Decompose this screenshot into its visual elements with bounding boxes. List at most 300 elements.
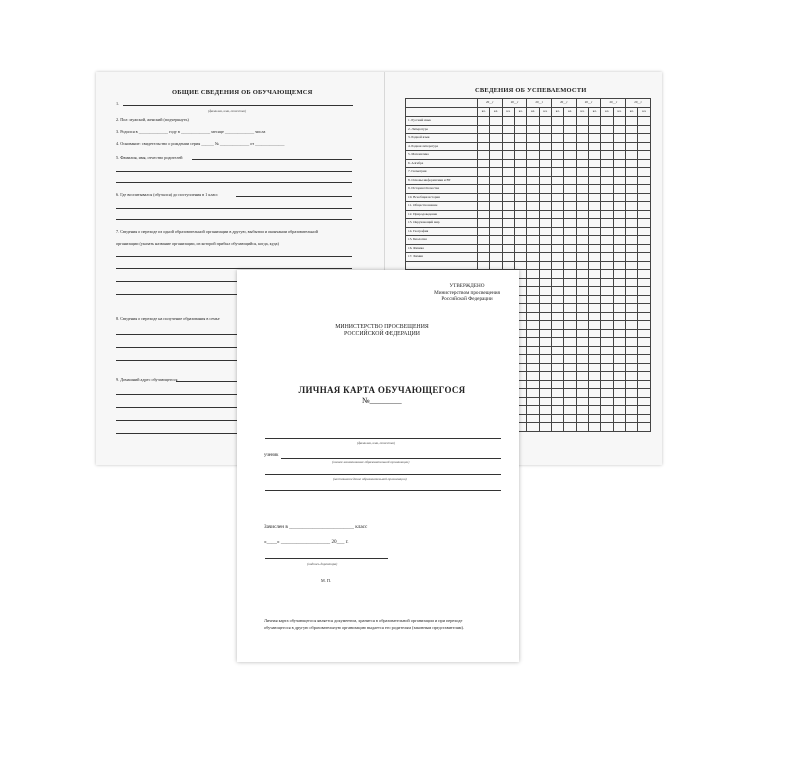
grade-cell [478, 236, 490, 245]
grade-cell [490, 134, 502, 143]
grade-cell [626, 372, 638, 381]
grade-cell [478, 244, 490, 253]
location-line [265, 490, 501, 491]
grade-cell [613, 270, 625, 279]
grade-cell [638, 389, 651, 398]
grade-cell [601, 278, 613, 287]
grade-cell [626, 185, 638, 194]
footer-line-1: Личная карта обучающегося является документом, хранится в образовательной организации и при переходе [264, 618, 463, 623]
grade-cell [552, 355, 564, 364]
grade-cell [564, 346, 576, 355]
grade-cell [638, 372, 651, 381]
subject-name: 16. Физика [406, 244, 478, 253]
grade-cell [576, 117, 588, 126]
grade-cell [576, 304, 588, 313]
grades-header-years [406, 99, 651, 108]
grade-cell [576, 151, 588, 160]
subject-name: 10. Всеобщая история [406, 193, 478, 202]
grades-row [406, 193, 651, 202]
grade-cell [589, 134, 601, 143]
grade-cell [552, 253, 564, 262]
grade-cell [502, 210, 514, 219]
grade-cell [527, 219, 539, 228]
grade-cell [626, 151, 638, 160]
grade-cell [527, 185, 539, 194]
grade-cell [515, 253, 527, 262]
field-7-label-cont: организации (указать название организации, из которой прибыл обучающийся, когда, куда) [116, 241, 279, 246]
grade-cell [589, 176, 601, 185]
field-1-line [123, 105, 353, 106]
grade-cell [576, 159, 588, 168]
grade-cell [564, 134, 576, 143]
grade-cell [490, 176, 502, 185]
grade-cell [589, 372, 601, 381]
grade-cell [626, 227, 638, 236]
grade-cell [613, 185, 625, 194]
grade-cell [515, 261, 527, 270]
grade-cell [502, 253, 514, 262]
grade-cell [539, 125, 551, 134]
grade-cell [638, 219, 651, 228]
grade-cell [626, 176, 638, 185]
grade-cell [490, 253, 502, 262]
grade-cell [613, 168, 625, 177]
grade-cell [564, 125, 576, 134]
subject-name: 1. Русский язык [406, 117, 478, 126]
grade-cell [564, 193, 576, 202]
grade-cell [539, 210, 551, 219]
field-8-label: 8. Сведения о переходе на получение образования в семье [116, 316, 220, 321]
grade-cell [564, 151, 576, 160]
grade-cell [527, 321, 539, 330]
grade-cell [601, 363, 613, 372]
grade-cell [626, 389, 638, 398]
grade-cell [638, 193, 651, 202]
grade-cell [601, 227, 613, 236]
grade-cell [576, 219, 588, 228]
grades-row [406, 219, 651, 228]
grade-cell [564, 372, 576, 381]
field-7-line-1 [116, 256, 352, 257]
grade-cell [490, 236, 502, 245]
grade-cell [527, 355, 539, 364]
grade-cell [564, 380, 576, 389]
grade-cell [589, 287, 601, 296]
grade-cell [638, 304, 651, 313]
grade-cell [601, 117, 613, 126]
grade-cell [564, 295, 576, 304]
grade-cell [539, 372, 551, 381]
grade-cell [638, 159, 651, 168]
grade-cell [539, 389, 551, 398]
grades-year-header: 20__г [527, 99, 552, 108]
grade-cell [502, 134, 514, 143]
grade-cell [576, 312, 588, 321]
grade-cell [502, 176, 514, 185]
grades-year-header: 20__г [552, 99, 577, 108]
subject-name: 14. География [406, 227, 478, 236]
grade-cell [576, 185, 588, 194]
grade-cell [601, 159, 613, 168]
grade-cell [589, 159, 601, 168]
grade-cell [638, 321, 651, 330]
grade-cell [527, 176, 539, 185]
grade-cell [626, 312, 638, 321]
grade-cell [539, 261, 551, 270]
grade-cell [589, 151, 601, 160]
grades-row [406, 159, 651, 168]
grade-cell [478, 159, 490, 168]
card-cover [237, 270, 519, 662]
grade-cell [478, 176, 490, 185]
grade-cell [527, 210, 539, 219]
grade-cell [502, 142, 514, 151]
grade-cell [626, 355, 638, 364]
grade-cell [601, 304, 613, 313]
grade-cell [638, 329, 651, 338]
grade-cell [515, 193, 527, 202]
grade-cell [527, 168, 539, 177]
grade-cell [626, 117, 638, 126]
grade-cell [601, 338, 613, 347]
grades-year-header: 20__г [626, 99, 651, 108]
sign-line [265, 558, 388, 559]
grade-cell [564, 389, 576, 398]
grade-cell [564, 202, 576, 211]
grade-cell [515, 117, 527, 126]
grade-cell [552, 125, 564, 134]
grade-cell [576, 389, 588, 398]
grades-row [406, 125, 651, 134]
grade-cell [638, 295, 651, 304]
grade-cell [490, 193, 502, 202]
field-6-line [236, 196, 352, 197]
grade-cell [601, 176, 613, 185]
subject-name: 7. Геометрия [406, 168, 478, 177]
grade-cell [613, 202, 625, 211]
grade-cell [638, 168, 651, 177]
grade-cell [638, 423, 651, 432]
grade-cell [601, 355, 613, 364]
grade-cell [589, 244, 601, 253]
field-6-line-2 [116, 208, 352, 209]
grade-cell [613, 414, 625, 423]
grade-cell [576, 278, 588, 287]
grade-cell [490, 185, 502, 194]
grades-class-header: кл. [539, 108, 551, 117]
grade-cell [576, 125, 588, 134]
grade-cell [626, 168, 638, 177]
grades-row [406, 244, 651, 253]
grade-cell [589, 380, 601, 389]
grade-cell [539, 227, 551, 236]
grade-cell [589, 270, 601, 279]
grade-cell [552, 414, 564, 423]
grade-cell [552, 380, 564, 389]
field-5-label: 5. Фамилия, имя, отчество родителей [116, 155, 183, 160]
grade-cell [490, 151, 502, 160]
subject-name: 17. Химия [406, 253, 478, 262]
grade-cell [552, 397, 564, 406]
grade-cell [502, 151, 514, 160]
grades-class-header: кл. [490, 108, 502, 117]
grade-cell [515, 168, 527, 177]
grade-cell [638, 125, 651, 134]
grade-cell [539, 185, 551, 194]
grade-cell [589, 227, 601, 236]
grade-cell [564, 363, 576, 372]
grade-cell [626, 142, 638, 151]
grade-cell [613, 423, 625, 432]
grades-class-header: кл. [564, 108, 576, 117]
approved-stamp [422, 283, 512, 303]
grade-cell [552, 244, 564, 253]
grade-cell [552, 423, 564, 432]
field-6-label: 6. Где воспитывался (обучался) до поступления в 1 класс [116, 192, 219, 197]
grade-cell [613, 355, 625, 364]
grade-cell [564, 227, 576, 236]
grade-cell [589, 253, 601, 262]
grade-cell [626, 406, 638, 415]
grade-cell [527, 142, 539, 151]
grade-cell [613, 227, 625, 236]
grade-cell [564, 270, 576, 279]
grade-cell [589, 304, 601, 313]
grade-cell [576, 202, 588, 211]
grade-cell [613, 236, 625, 245]
grade-cell [564, 159, 576, 168]
grade-cell [527, 278, 539, 287]
grade-cell [589, 355, 601, 364]
grade-cell [576, 321, 588, 330]
grade-cell [527, 423, 539, 432]
field-2-label: 2. Пол: мужской, женский (подчеркнуть) [116, 117, 189, 122]
field-7-line-2 [116, 268, 352, 269]
grade-cell [576, 355, 588, 364]
grade-cell [626, 287, 638, 296]
grade-cell [527, 372, 539, 381]
grade-cell [502, 125, 514, 134]
grade-cell [552, 338, 564, 347]
grade-cell [576, 134, 588, 143]
grade-cell [564, 355, 576, 364]
grade-cell [552, 287, 564, 296]
grade-cell [601, 125, 613, 134]
grade-cell [613, 219, 625, 228]
grade-cell [478, 219, 490, 228]
grade-cell [638, 253, 651, 262]
grade-cell [527, 134, 539, 143]
grade-cell [539, 168, 551, 177]
approved-line-1: УТВЕРЖДЕНО [449, 283, 485, 289]
grades-row [406, 236, 651, 245]
grade-cell [589, 414, 601, 423]
grade-cell [626, 278, 638, 287]
grade-cell [552, 236, 564, 245]
grade-cell [613, 372, 625, 381]
grade-cell [552, 168, 564, 177]
grade-cell [576, 236, 588, 245]
grade-cell [576, 142, 588, 151]
grade-cell [638, 244, 651, 253]
grades-header-classes [406, 108, 651, 117]
grades-row [406, 151, 651, 160]
grade-cell [564, 287, 576, 296]
grades-row [406, 142, 651, 151]
grade-cell [552, 389, 564, 398]
grade-cell [515, 134, 527, 143]
grade-cell [576, 193, 588, 202]
ministry-header [307, 324, 457, 338]
grade-cell [527, 117, 539, 126]
grades-year-header: 20__г [502, 99, 527, 108]
grade-cell [515, 219, 527, 228]
grade-cell [626, 261, 638, 270]
grade-cell [539, 176, 551, 185]
grade-cell [601, 397, 613, 406]
grade-cell [502, 227, 514, 236]
org-line [281, 458, 501, 459]
grade-cell [601, 185, 613, 194]
grade-cell [589, 397, 601, 406]
grade-cell [539, 117, 551, 126]
grade-cell [552, 329, 564, 338]
grade-cell [626, 423, 638, 432]
grade-cell [478, 117, 490, 126]
grade-cell [515, 244, 527, 253]
grade-cell [527, 363, 539, 372]
grade-cell [638, 236, 651, 245]
grade-cell [527, 406, 539, 415]
grade-cell [552, 151, 564, 160]
grade-cell [613, 261, 625, 270]
grade-cell [552, 219, 564, 228]
grade-cell [601, 380, 613, 389]
grade-cell [478, 185, 490, 194]
org-line-2 [265, 474, 501, 475]
grades-class-header: кл. [626, 108, 638, 117]
grades-class-header: кл. [576, 108, 588, 117]
grade-cell [564, 210, 576, 219]
subject-name: 12. Природоведение [406, 210, 478, 219]
grade-cell [589, 312, 601, 321]
grade-cell [564, 253, 576, 262]
grade-cell [502, 117, 514, 126]
subject-name: 13. Окружающий мир [406, 219, 478, 228]
grade-cell [576, 363, 588, 372]
grade-cell [490, 125, 502, 134]
grade-cell [490, 202, 502, 211]
grade-cell [552, 134, 564, 143]
grade-cell [638, 151, 651, 160]
grade-cell [576, 210, 588, 219]
grade-cell [552, 346, 564, 355]
field-9-label: 9. Домашний адрес обучающегося [116, 377, 178, 382]
grade-cell [502, 244, 514, 253]
grade-cell [539, 142, 551, 151]
grade-cell [626, 380, 638, 389]
grade-cell [576, 295, 588, 304]
grade-cell [539, 414, 551, 423]
grades-row [406, 117, 651, 126]
general-info-title: ОБЩИЕ СВЕДЕНИЯ ОБ ОБУЧАЮЩЕМСЯ [172, 89, 313, 96]
grade-cell [638, 117, 651, 126]
grades-class-header: кл. [589, 108, 601, 117]
grade-cell [527, 193, 539, 202]
grade-cell [490, 159, 502, 168]
grade-cell [564, 278, 576, 287]
field-6-line-3 [116, 219, 352, 220]
grade-cell [478, 193, 490, 202]
grade-cell [502, 159, 514, 168]
grade-cell [527, 389, 539, 398]
grade-cell [539, 295, 551, 304]
grade-cell [638, 134, 651, 143]
grade-cell [515, 227, 527, 236]
grade-cell [638, 355, 651, 364]
grade-cell [589, 261, 601, 270]
student-label: ученик [264, 453, 279, 458]
grade-cell [613, 380, 625, 389]
grade-cell [638, 346, 651, 355]
grade-cell [564, 185, 576, 194]
grade-cell [601, 389, 613, 398]
grade-cell [601, 134, 613, 143]
grade-cell [539, 397, 551, 406]
grades-class-header: кл. [502, 108, 514, 117]
grade-cell [490, 210, 502, 219]
grades-title: СВЕДЕНИЯ ОБ УСПЕВАЕМОСТИ [475, 87, 587, 94]
grade-cell [638, 397, 651, 406]
grade-cell [638, 363, 651, 372]
grade-cell [601, 261, 613, 270]
grades-year-header: 20__г [478, 99, 503, 108]
grade-cell [478, 261, 490, 270]
stamp-place: М. П. [321, 578, 331, 583]
grade-cell [539, 159, 551, 168]
grade-cell [539, 278, 551, 287]
grade-cell [564, 176, 576, 185]
grade-cell [552, 304, 564, 313]
grade-cell [589, 193, 601, 202]
grade-cell [589, 389, 601, 398]
grade-cell [576, 244, 588, 253]
grade-cell [552, 321, 564, 330]
grades-year-header: 20__г [601, 99, 626, 108]
grade-cell [539, 134, 551, 143]
grade-cell [478, 142, 490, 151]
subject-name: 6. Алгебра [406, 159, 478, 168]
grade-cell [613, 295, 625, 304]
grade-cell [601, 406, 613, 415]
grade-cell [626, 414, 638, 423]
field-5-line-2 [116, 171, 352, 172]
grade-cell [478, 227, 490, 236]
grade-cell [626, 346, 638, 355]
location-caption: (местонахождение образовательной организации) [333, 477, 407, 481]
grade-cell [626, 219, 638, 228]
grade-cell [490, 261, 502, 270]
grade-cell [527, 151, 539, 160]
ministry-line-1: МИНИСТЕРСТВО ПРОСВЕЩЕНИЯ [335, 324, 429, 330]
grade-cell [576, 270, 588, 279]
grade-cell [527, 295, 539, 304]
grade-cell [490, 244, 502, 253]
grade-cell [638, 227, 651, 236]
field-7-label: 7. Сведения о переходе из одной образовательной организации в другую, выбытии и окончании образовательной [116, 229, 318, 234]
grade-cell [589, 406, 601, 415]
grade-cell [515, 236, 527, 245]
